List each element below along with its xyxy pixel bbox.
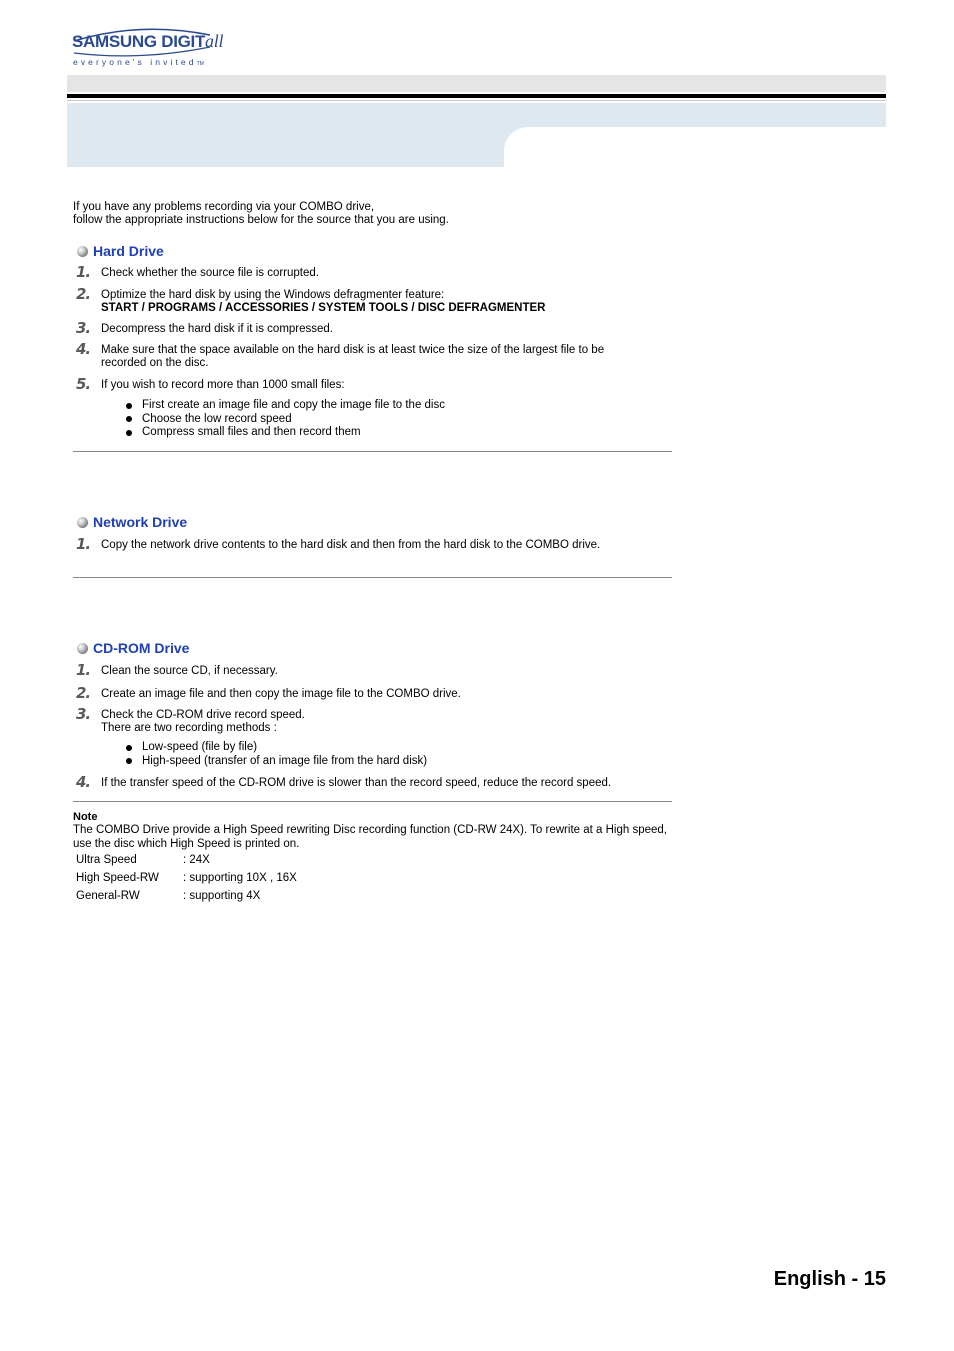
- note-heading: Note: [73, 811, 98, 823]
- step-text: If the transfer speed of the CD-ROM drive is slower than the record speed, reduce the record speed.: [101, 777, 612, 789]
- step-item: [76, 342, 604, 370]
- divider: [73, 451, 672, 452]
- step-item: [76, 321, 333, 336]
- list-item: First create an image file and copy the image file to the disc: [126, 399, 445, 413]
- step-text: Clean the source CD, if necessary.: [101, 665, 278, 677]
- step-text: Decompress the hard disk if it is compressed.: [101, 323, 334, 335]
- title-banner: [67, 103, 886, 127]
- step-text: recorded on the disc.: [101, 357, 209, 369]
- page-number: English - 15: [773, 1268, 886, 1290]
- step-text: Make sure that the space available on the hard disk is at least twice the size of the largest file to be: [101, 344, 605, 356]
- section-title-hard-drive: Hard Drive: [77, 243, 164, 259]
- divider: [73, 801, 672, 802]
- step-text: Optimize the hard disk by using the Windows defragmenter feature:: [101, 289, 445, 301]
- bullet-dot-icon: [126, 758, 132, 764]
- intro-text: [73, 201, 449, 227]
- bullet-list: [126, 399, 445, 440]
- step-text: There are two recording methods :: [101, 722, 277, 734]
- step-text: Create an image file and then copy the image file to the COMBO drive.: [101, 688, 461, 700]
- list-item: Low-speed (file by file): [126, 741, 427, 755]
- spec-label: Ultra Speed: [76, 854, 137, 866]
- step-text: Copy the network drive contents to the hard disk and then from the hard disk to the COMBO drive.: [101, 539, 601, 551]
- spec-row: [76, 854, 210, 866]
- spec-label: High Speed-RW: [76, 872, 159, 884]
- spec-value: : supporting 10X , 16X: [183, 872, 297, 884]
- step-number: 1.: [76, 263, 91, 281]
- step-number: 5.: [76, 375, 91, 393]
- samsung-logo: [70, 25, 224, 70]
- spec-label: General-RW: [76, 890, 140, 902]
- intro-line: follow the appropriate instructions below for the source that you are using.: [73, 214, 449, 226]
- bullet-dot-icon: [126, 430, 132, 436]
- bullet-dot-icon: [126, 403, 132, 409]
- step-item: [76, 537, 600, 552]
- step-item: [76, 663, 278, 678]
- divider: [73, 577, 672, 578]
- step-number: 2.: [76, 285, 91, 303]
- section-title-cdrom-drive: CD-ROM Drive: [77, 640, 189, 656]
- spec-row: [76, 890, 260, 902]
- step-number: 4.: [76, 773, 91, 791]
- intro-line: If you have any problems recording via your COMBO drive,: [73, 201, 375, 213]
- step-item: [76, 377, 345, 392]
- step-item: [76, 287, 546, 315]
- step-number: 2.: [76, 684, 91, 702]
- header-rule: [67, 94, 886, 98]
- header-rule-thin: [67, 100, 886, 101]
- step-text: Check whether the source file is corrupted.: [101, 267, 319, 279]
- spec-value: : 24X: [183, 854, 210, 866]
- title-banner-tab: [67, 127, 504, 167]
- step-number: 1.: [76, 661, 91, 679]
- bullet-dot-icon: [126, 416, 132, 422]
- bullet-ball-icon: [77, 517, 88, 528]
- logo-wordmark: SAMSUNG DIGITall: [72, 31, 224, 51]
- banner-corner-cut: [504, 127, 552, 175]
- header-bar: [67, 75, 886, 92]
- list-item: High-speed (transfer of an image file from the hard disk): [126, 755, 427, 769]
- note-text: The COMBO Drive provide a High Speed rewriting Disc recording function (CD-RW 24X). To rewrite at a High speed, use the disc which High Speed is printed on.: [73, 824, 667, 850]
- bullet-dot-icon: [126, 745, 132, 751]
- step-text: Check the CD-ROM drive record speed.: [101, 709, 305, 721]
- section-title-network-drive: Network Drive: [77, 514, 187, 530]
- step-number: 4.: [76, 340, 91, 358]
- spec-value: : supporting 4X: [183, 890, 261, 902]
- logo-tagline: everyone's invitedTM: [73, 57, 204, 67]
- step-item: [76, 775, 611, 790]
- bullet-ball-icon: [77, 643, 88, 654]
- menu-path: START / PROGRAMS / ACCESSORIES / SYSTEM TOOLS / DISC DEFRAGMENTER: [101, 302, 546, 314]
- bullet-ball-icon: [77, 246, 88, 257]
- spec-row: [76, 872, 297, 884]
- step-number: 3.: [76, 705, 91, 723]
- step-text: If you wish to record more than 1000 small files:: [101, 379, 345, 391]
- step-number: 3.: [76, 319, 91, 337]
- list-item: Compress small files and then record them: [126, 426, 445, 440]
- step-number: 1.: [76, 535, 91, 553]
- step-item: [76, 686, 461, 701]
- step-item: [76, 265, 319, 280]
- step-item: [76, 707, 305, 735]
- bullet-list: [126, 741, 427, 768]
- list-item: Choose the low record speed: [126, 413, 445, 427]
